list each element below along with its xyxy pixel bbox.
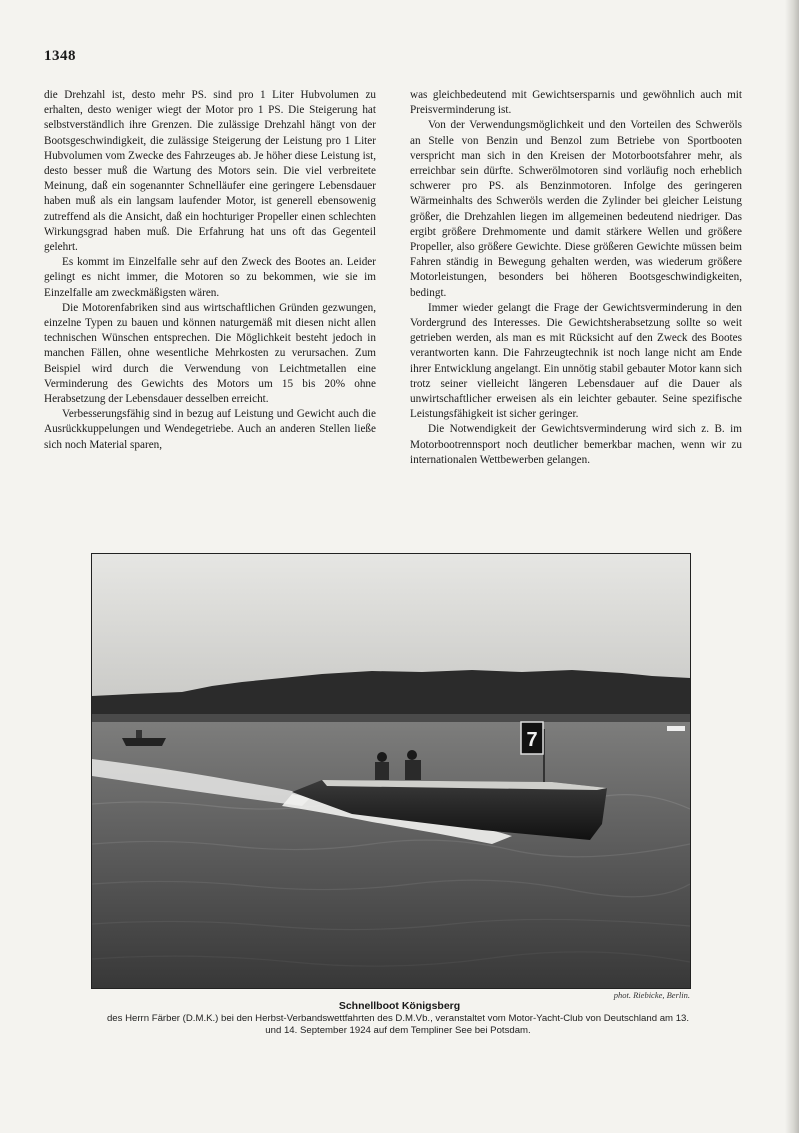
right-column [410, 88, 742, 523]
right-paragraph-2: Von der Verwendungsmöglichkeit und den Vorteilen des Schweröls an Stelle von Benzin und Benzol zum Betriebe von Sportbooten verspricht man sich in den Kreisen der Motorbootsfahrer mehr, als erreichbar sein dürfte. Schwerölmotoren sind vorläufig noch erheblich schwerer pro PS. als Benzinmotoren. Infolge des geringeren Wärmeinhalts des Schweröls werden die Zylinder bei gleicher Leistung größer, die Drehzahlen liegen im allgemeinen bedeutend niedriger. Das ergibt größere Drehmomente und damit stärkere Wellen und größere Propeller, also größere Gewichte. Diese größeren Gewichte müssen beim Fahren ständig in Bewegung gehalten werden, was wiederum größere Motorleistungen, besonders bei höheren Bootsgeschwindigkeiten, bedingt. [410, 119, 742, 299]
race-number: 7 [526, 729, 538, 751]
right-paragraph-4: Die Notwendigkeit der Gewichtsverminderung wird sich z. B. im Motorbootrennsport noch deutlicher bemerkbar machen, wenn wir zu internationalen Wettbewerben gelangen. [410, 423, 742, 466]
photo-credit: phot. Riebicke, Berlin. [613, 990, 690, 1000]
left-column [44, 88, 376, 523]
caption-body: des Herrn Färber (D.M.K.) bei den Herbst-Verbandswettfahrten des D.M.Vb., veranstaltet vom Motor-Yacht-Club von Deutschland am 13. und 14. September 1924 auf dem Templiner See bei Potsdam. [106, 1013, 690, 1036]
left-paragraph-2: Es kommt im Einzelfalle sehr auf den Zweck des Bootes an. Leider gelingt es nicht immer, die Motoren so zu bekommen, wie sie im Einzelfalle am zweckmäßigsten wären. [44, 256, 376, 299]
right-paragraph-3: Immer wieder gelangt die Frage der Gewichtsverminderung in den Vordergrund des Interesses. Die Gewichtsherabsetzung sollte so weit getrieben werden, als man es mit Rücksicht auf den Zweck des Bootes verantworten kann. Die Fahrzeugtechnik ist noch lange nicht am Ende ihrer Entwicklung angelangt. Ein unnötig stabil gebauter Motor kann sich trotz seiner vielleicht längeren Lebensdauer auf die Dauer als unwirtschaftlicher erweisen als ein leichter gebauter. Seine spezifische Leistungsfähigkeit ist sicher geringer. [410, 301, 742, 421]
distant-sailboat [667, 726, 685, 731]
left-paragraph-3: Die Motorenfabriken sind aus wirtschaftlichen Gründen gezwungen, einzelne Typen zu bauen und können naturgemäß mit diesen nicht allen technischen Wünschen entsprechen. Die Möglichkeit besteht jedoch in manchen Fällen, ohne wesentliche Mehrkosten zu verursachen. Zum Beispiel wird durch die Verwendung von Leichtmetallen eine Verminderung des Gewichts des Motors um 15 bis 20% ohne Herabsetzung der Lebensdauer desselben erreicht. [44, 301, 376, 406]
page-number: 1348 [44, 48, 76, 64]
speedboat-photo [91, 553, 691, 989]
right-paragraph-1: was gleichbedeutend mit Gewichtsersparnis und gewöhnlich auch mit Preisverminderung ist. [410, 89, 742, 117]
left-paragraph-1: die Drehzahl ist, desto mehr PS. sind pro 1 Liter Hubvolumen zu erhalten, desto weniger wiegt der Motor pro 1 PS. Die Steigerung hat selbstverständlich ihre Grenzen. Die zulässige Drehzahl hängt von der Bootsgeschwindigkeit, die zulässige Steigerung der Leistung pro 1 Liter Hubvolumen vom Zwecke des Fahrzeuges ab. Je höher diese Leistung ist, desto besser muß die Wartung des Motors sein. Die viel verbreitete Meinung, daß ein sogenannter Schnelläufer eine geringere Lebensdauer haben muß als ein langsam laufender Motor, ist generell ebensowenig zutreffend als die Ansicht, daß ein hochturiger Propeller einen schlechten Wirkungsgrad haben muß. Die Erfahrung hat uns oft das Gegenteil gelehrt. [44, 89, 376, 254]
photo-illustration [92, 554, 690, 988]
left-paragraph-4: Verbesserungsfähig sind in bezug auf Leistung und Gewicht auch die Ausrückkuppelungen und Wendegetriebe. Auch an anderen Stellen ließe sich noch Material sparen, [44, 408, 376, 451]
text-columns [44, 88, 742, 523]
caption-title: Schnellboot Königsberg [338, 1000, 461, 1012]
lake-water [92, 722, 690, 988]
page-edge-shadow [785, 0, 799, 1133]
